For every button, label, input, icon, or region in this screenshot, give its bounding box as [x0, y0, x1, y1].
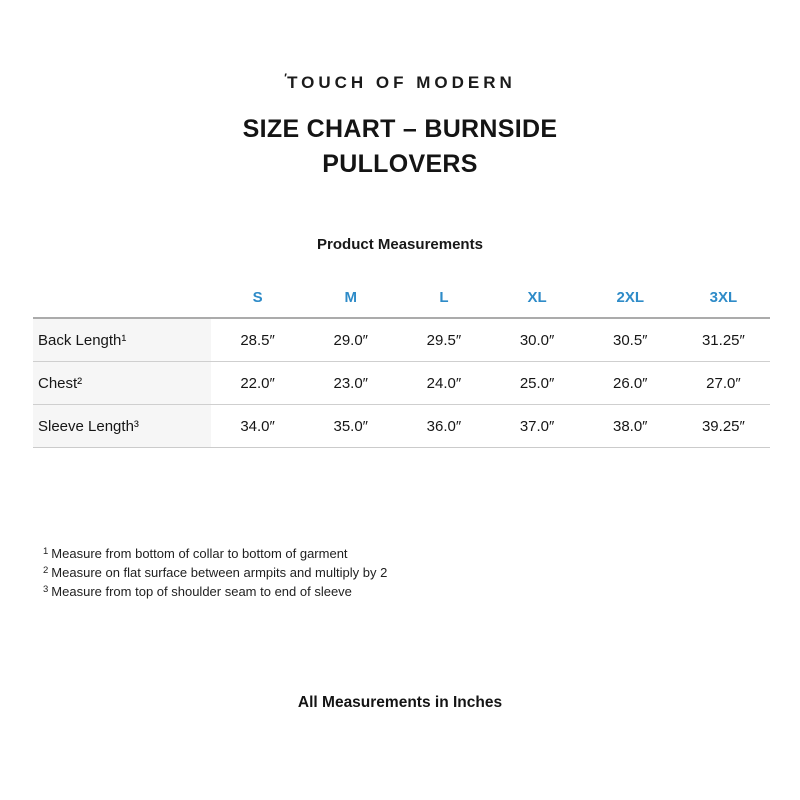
row-label-chest: Chest²	[33, 362, 211, 404]
row-label-sleeve-length: Sleeve Length³	[33, 405, 211, 447]
footnote-1-text: Measure from bottom of collar to bottom of garment	[51, 546, 348, 561]
measurement-value: 39.25″	[701, 417, 745, 435]
measurement-value: 38.0″	[612, 417, 648, 435]
units-note: All Measurements in Inches	[297, 694, 503, 711]
size-column-header-2xl: 2XL	[616, 289, 644, 306]
measurement-value: 34.0″	[240, 417, 275, 435]
page-title-line1: SIZE CHART – BURNSIDE	[242, 115, 558, 143]
page-title-line2: PULLOVERS	[322, 150, 478, 178]
measurement-value: 31.25″	[701, 331, 745, 349]
footnotes	[43, 543, 387, 600]
measurement-value: 36.0″	[426, 417, 462, 435]
measurement-value: 29.5″	[426, 331, 462, 349]
size-column-header-3xl: 3XL	[709, 289, 738, 306]
measurement-value: 23.0″	[333, 374, 368, 392]
footnote-1	[43, 543, 387, 562]
measurement-value: 30.5″	[612, 331, 648, 349]
row-label-back-length: Back Length¹	[33, 319, 211, 361]
size-table	[33, 278, 770, 448]
brand-logo	[0, 73, 800, 93]
size-table-header-row	[33, 278, 770, 317]
measurement-value: 27.0″	[706, 374, 741, 392]
brand-logo-text: TOUCH OF MODERN	[287, 73, 516, 92]
footnote-3-text: Measure from top of shoulder seam to end of sleeve	[51, 584, 352, 599]
table-row-chest	[33, 361, 770, 404]
footnote-3	[43, 581, 387, 600]
footnote-2	[43, 562, 387, 581]
measurement-value: 25.0″	[519, 374, 555, 392]
measurement-value: 24.0″	[426, 374, 462, 392]
logo-tick-mark: ′	[284, 71, 288, 85]
page-title	[0, 112, 800, 182]
footnote-2-text: Measure on flat surface between armpits and multiply by 2	[51, 565, 388, 580]
footnote-2-marker: 2	[43, 565, 49, 576]
measurement-value: 26.0″	[612, 374, 648, 392]
measurement-value: 35.0″	[333, 417, 368, 435]
table-subtitle: Product Measurements	[317, 236, 483, 253]
size-column-header-l: L	[439, 289, 449, 306]
table-row-back-length	[33, 319, 770, 361]
size-column-header-s: S	[252, 289, 263, 306]
table-row-sleeve-length	[33, 404, 770, 447]
footnote-3-marker: 3	[43, 584, 49, 595]
measurement-value: 28.5″	[240, 331, 275, 349]
size-table-body	[33, 317, 770, 448]
footnote-1-marker: 1	[43, 546, 49, 557]
measurement-value: 30.0″	[519, 331, 555, 349]
size-column-header-xl: XL	[527, 289, 547, 306]
size-column-header-m: M	[344, 289, 357, 306]
measurement-value: 22.0″	[240, 374, 275, 392]
measurement-value: 37.0″	[519, 417, 555, 435]
measurement-value: 29.0″	[333, 331, 368, 349]
header-spacer-cell	[33, 278, 211, 317]
